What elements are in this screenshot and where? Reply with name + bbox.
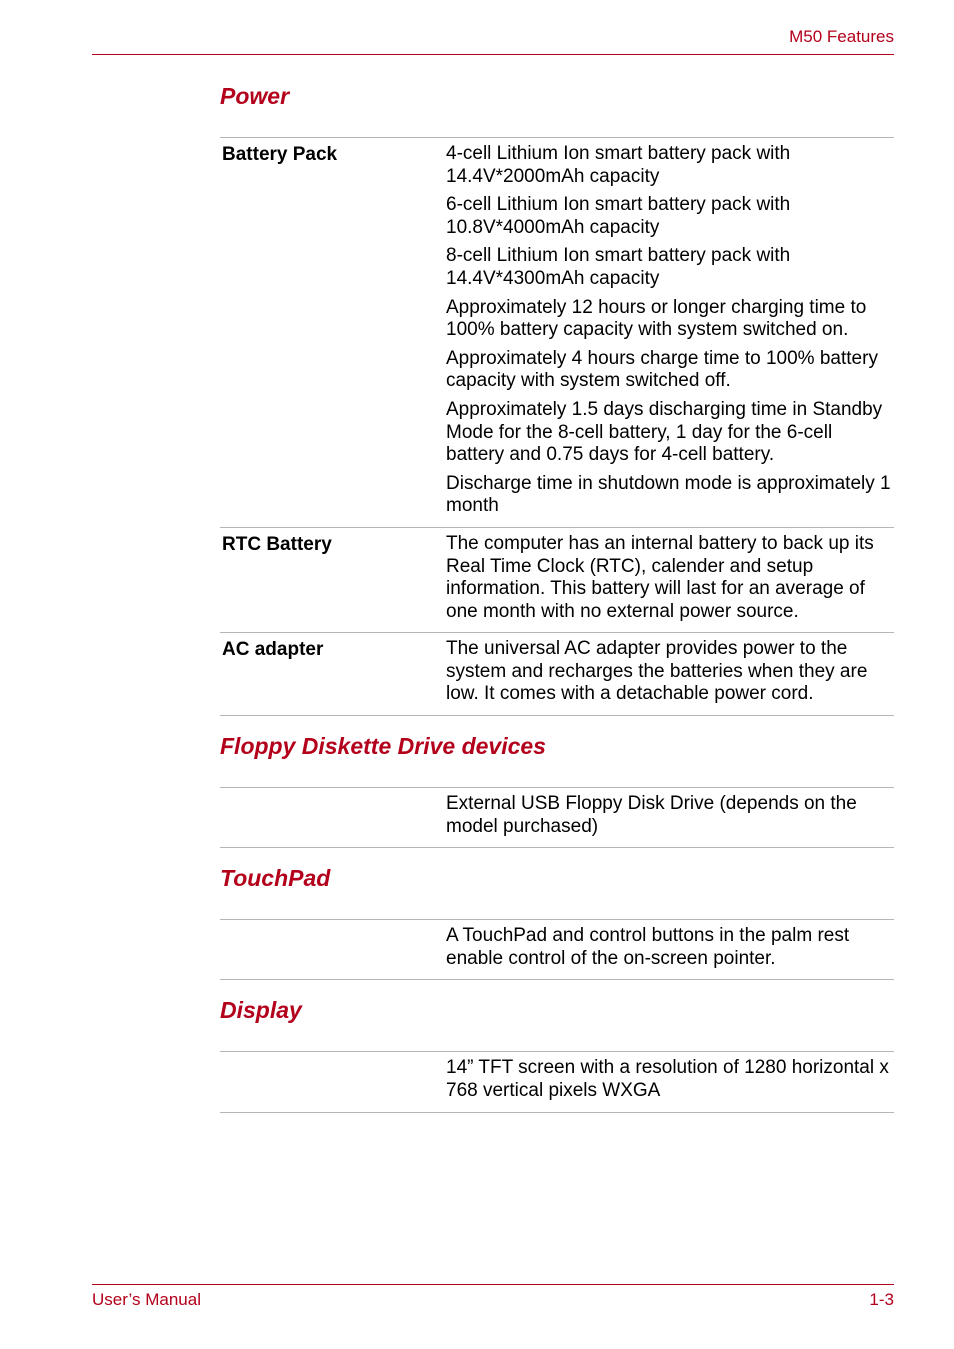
footer-page-number: 1-3 xyxy=(869,1290,894,1309)
table-row xyxy=(220,528,894,633)
section-title-touchpad: TouchPad xyxy=(220,865,331,892)
ac-adapter-description: The universal AC adapter provides power to the system and recharges the batteries when they are low. It comes with a detachable power cord. xyxy=(446,638,868,705)
footer-rule xyxy=(92,1284,894,1285)
battery-pack-description xyxy=(446,143,894,518)
battery-pack-paragraph: Approximately 1.5 days discharging time in Standby Mode for the 8-cell battery, 1 day for the 6-cell battery and 0.75 days for 4-cell battery. xyxy=(446,398,883,466)
rtc-battery-description: The computer has an internal battery to back up its Real Time Clock (RTC), calender and setup information. This battery will last for an average of one month with no external power source. xyxy=(446,532,874,622)
page-header-title: M50 Features xyxy=(789,27,894,46)
display-description: 14” TFT screen with a resolution of 1280 horizontal x 768 vertical pixels WXGA xyxy=(446,1057,889,1102)
battery-pack-paragraph: Approximately 12 hours or longer charging time to 100% battery capacity with system switched on. xyxy=(446,296,867,341)
table-row xyxy=(220,138,894,528)
battery-pack-paragraph: 6-cell Lithium Ion smart battery pack with 10.8V*4000mAh capacity xyxy=(446,194,791,238)
power-table xyxy=(220,137,894,716)
section-title-power: Power xyxy=(220,83,290,109)
section-title-display: Display xyxy=(220,997,302,1024)
battery-pack-paragraph: Approximately 4 hours charge time to 100% battery capacity with system switched off. xyxy=(446,347,878,392)
table-row xyxy=(220,633,894,716)
battery-pack-paragraph: 8-cell Lithium Ion smart battery pack with 14.4V*4300mAh capacity xyxy=(446,245,791,289)
battery-pack-paragraph: Discharge time in shutdown mode is approximately 1 month xyxy=(446,472,891,517)
table-row xyxy=(220,1052,894,1112)
ac-adapter-label: AC adapter xyxy=(222,639,324,661)
touchpad-description: A TouchPad and control buttons in the palm rest enable control of the on-screen pointer. xyxy=(446,925,850,969)
footer-manual-title: User’s Manual xyxy=(92,1290,201,1309)
header-rule xyxy=(92,54,894,55)
display-label xyxy=(220,1057,446,1102)
floppy-description: External USB Floppy Disk Drive (depends on the model purchased) xyxy=(446,793,857,837)
floppy-table xyxy=(220,787,894,848)
table-row xyxy=(220,788,894,848)
display-table xyxy=(220,1051,894,1112)
battery-pack-paragraph: 4-cell Lithium Ion smart battery pack with 14.4V*2000mAh capacity xyxy=(446,143,791,187)
section-title-floppy: Floppy Diskette Drive devices xyxy=(220,733,546,760)
rtc-battery-label: RTC Battery xyxy=(222,533,332,555)
table-row xyxy=(220,920,894,980)
page-content xyxy=(220,80,894,1113)
battery-pack-label: Battery Pack xyxy=(222,144,338,165)
touchpad-table xyxy=(220,919,894,980)
touchpad-label xyxy=(220,925,446,970)
floppy-label xyxy=(220,793,446,838)
